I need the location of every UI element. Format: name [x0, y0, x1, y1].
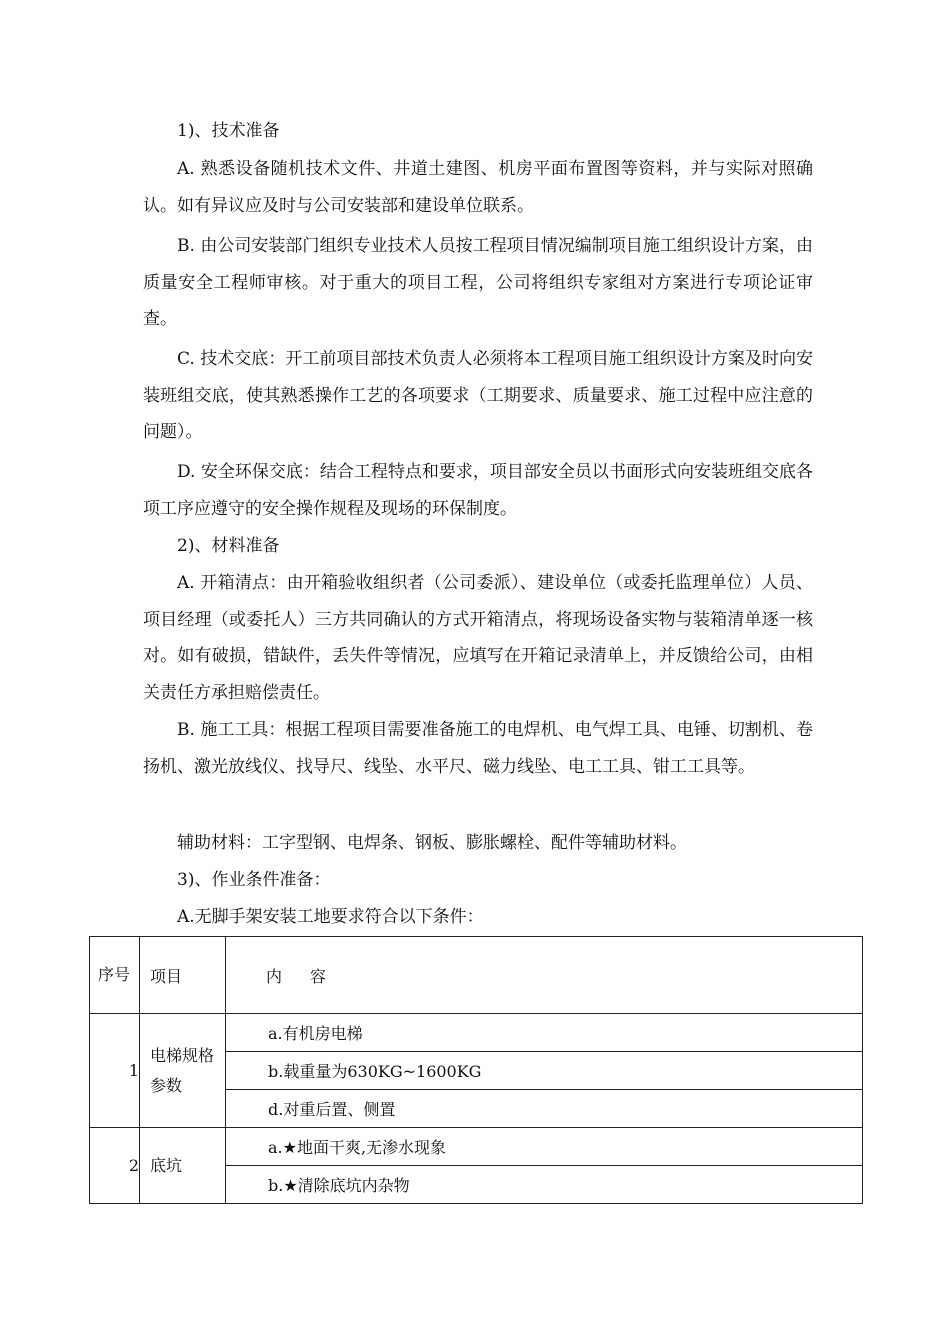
- row-content: a.★地面干爽,无渗水现象: [226, 1128, 863, 1166]
- row-content: a.有机房电梯: [226, 1014, 863, 1052]
- row-item: 底坑: [140, 1128, 226, 1204]
- table-row: [90, 1014, 863, 1052]
- row-number: 2: [90, 1128, 140, 1204]
- requirements-table: [89, 936, 863, 1204]
- section-heading-tech: 1)、技术准备: [177, 121, 280, 141]
- table-header-row: [90, 937, 863, 1014]
- paragraph-tech-c: C. 技术交底：开工前项目部技术负责人必须将本工程项目施工组织设计方案及时向安装班组交底，使其熟悉操作工艺的各项要求（工期要求、质量要求、施工过程中应注意的问题）。: [143, 349, 813, 442]
- row-item: 电梯规格参数: [140, 1014, 226, 1128]
- row-content: d.对重后置、侧置: [226, 1090, 863, 1128]
- row-content: b.★清除底坑内杂物: [226, 1166, 863, 1204]
- paragraph-tech-a: A. 熟悉设备随机技术文件、井道土建图、机房平面布置图等资料，并与实际对照确认。如有异议应及时与公司安装部和建设单位联系。: [143, 159, 813, 216]
- paragraph-work-a: A.无脚手架安装工地要求符合以下条件：: [177, 907, 484, 927]
- paragraph-mat-b: B. 施工工具：根据工程项目需要准备施工的电焊机、电气焊工具、电锤、切割机、卷扬机、激光放线仪、找导尺、线坠、水平尺、磁力线坠、电工工具、钳工工具等。: [143, 720, 813, 777]
- row-content: b.载重量为630KG~1600KG: [226, 1052, 863, 1090]
- header-content: 内容: [226, 937, 863, 1014]
- row-number: 1: [90, 1014, 140, 1128]
- paragraph-tech-b: B. 由公司安装部门组织专业技术人员按工程项目情况编制项目施工组织设计方案，由质量安全工程师审核。对于重大的项目工程，公司将组织专家组对方案进行专项论证审查。: [143, 236, 813, 329]
- section-heading-materials: 2)、材料准备: [177, 536, 280, 556]
- header-item: 项目: [140, 937, 226, 1014]
- header-no: 序号: [90, 937, 140, 1014]
- table-row: [90, 1128, 863, 1166]
- paragraph-aux-materials: 辅助材料：工字型钢、电焊条、钢板、膨胀螺栓、配件等辅助材料。: [177, 833, 687, 853]
- paragraph-tech-d: D. 安全环保交底：结合工程特点和要求，项目部安全员以书面形式向安装班组交底各项工序应遵守的安全操作规程及现场的环保制度。: [143, 462, 813, 519]
- paragraph-mat-a: A. 开箱清点：由开箱验收组织者（公司委派）、建设单位（或委托监理单位）人员、项目经理（或委托人）三方共同确认的方式开箱清点，将现场设备实物与装箱清单逐一核对。如有破损，错缺件，丢失件等情况，应填写在开箱记录清单上，并反馈给公司，由相关责任方承担赔偿责任。: [143, 573, 813, 703]
- section-heading-work-conditions: 3)、作业条件准备：: [177, 870, 331, 890]
